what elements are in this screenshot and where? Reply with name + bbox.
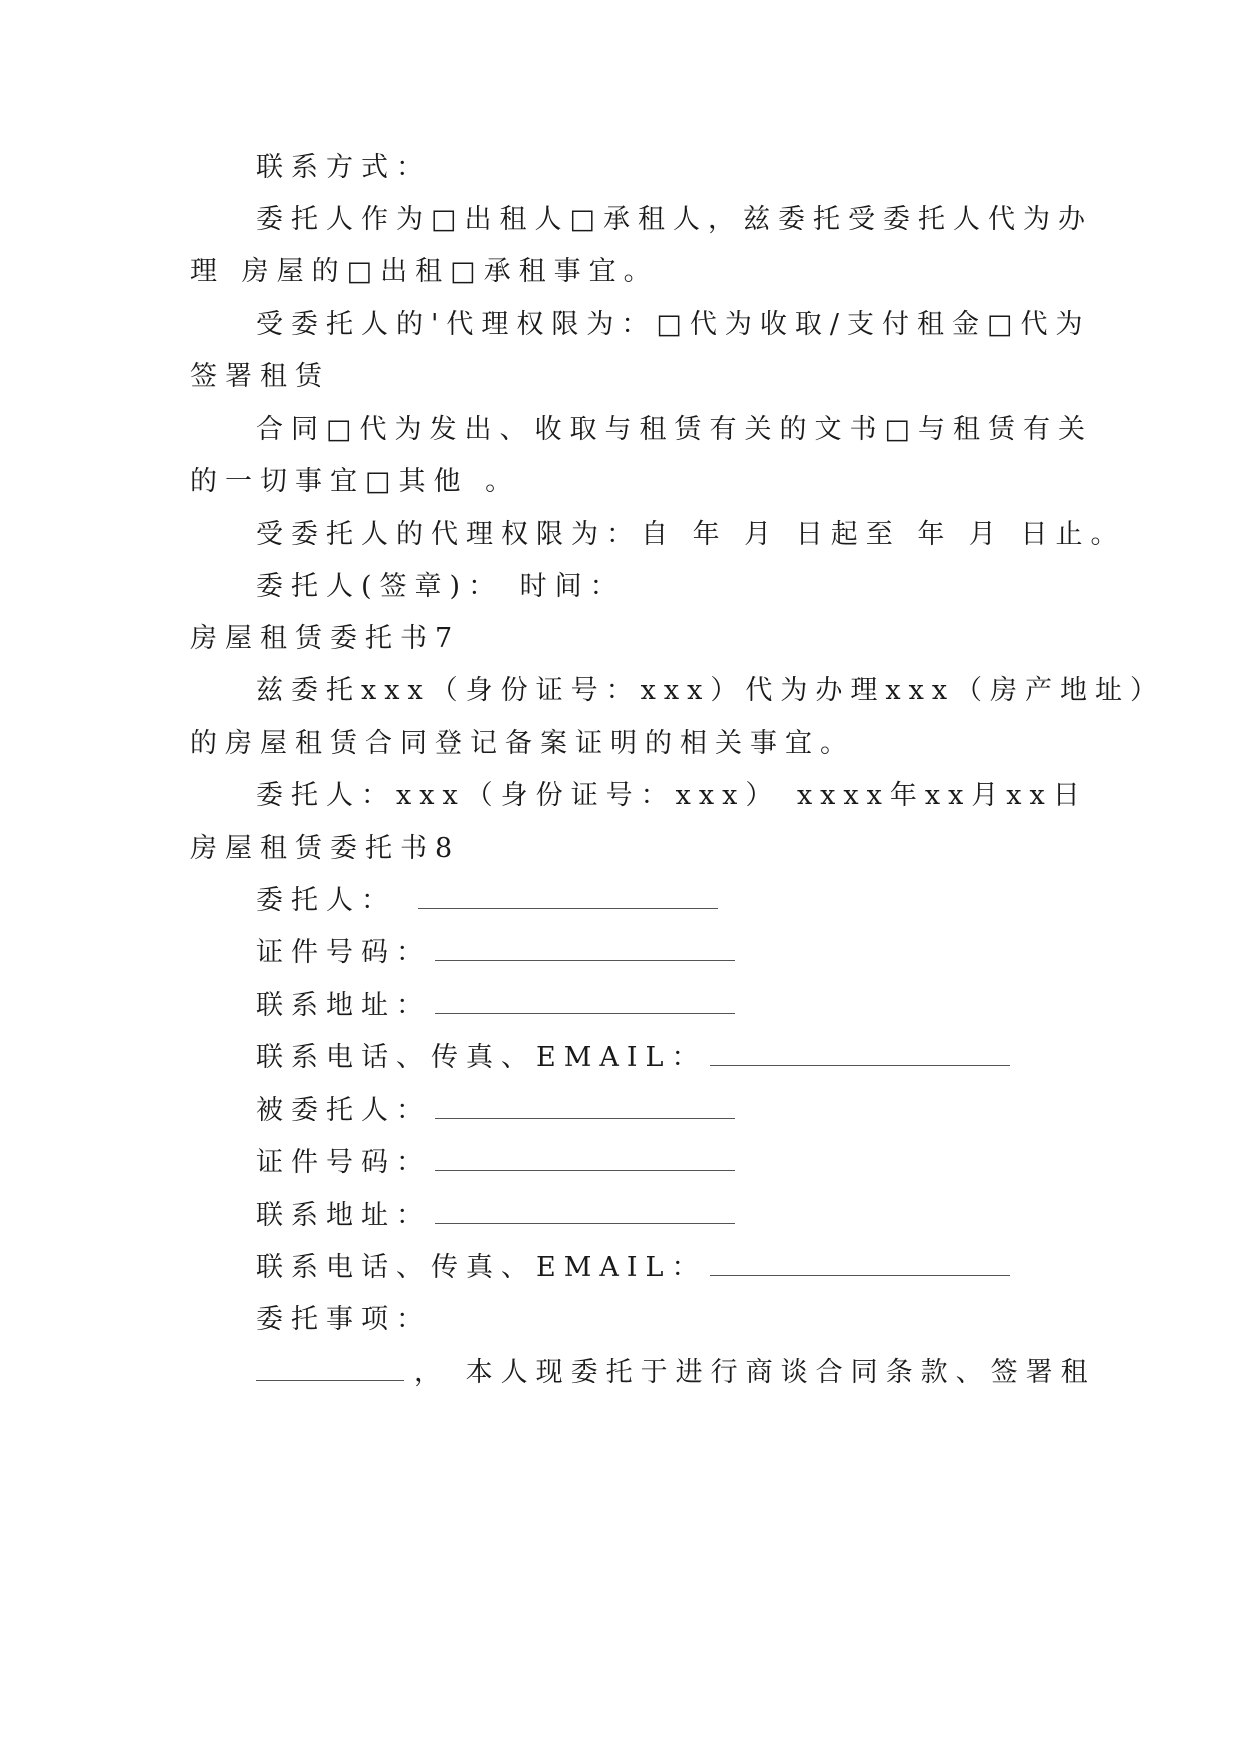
matters-row	[256, 1344, 1096, 1402]
paragraph-line: 受委托人的代理权限为：自 年 月 日起至 年 月 日止。	[256, 519, 1126, 550]
paragraph-line: 委托人作为□出租人□承租人，兹委托受委托人代为办	[256, 204, 1094, 235]
paragraph-line: 兹委托xxx（身份证号：xxx）代为办理xxx（房产地址）	[256, 675, 1166, 706]
paragraph-line: 合同□代为发出、收取与租赁有关的文书□与租赁有关	[256, 414, 1094, 445]
agent-contact-row	[256, 1239, 1010, 1297]
agent-address-blank[interactable]	[435, 1193, 735, 1224]
section-heading: 房屋租赁委托书8	[190, 833, 461, 864]
principal-label: 委托人：	[256, 885, 396, 916]
principal-row	[256, 872, 718, 930]
agent-contact-label: 联系电话、传真、EMAIL：	[256, 1252, 707, 1283]
agent-id-row	[256, 1134, 735, 1192]
principal-id-label: 证件号码：	[256, 937, 431, 968]
paragraph-line: 的一切事宜□其他 。	[190, 466, 521, 497]
principal-contact-blank[interactable]	[710, 1035, 1010, 1066]
paragraph-line: 签署租赁	[190, 361, 330, 392]
matters-blank[interactable]	[256, 1350, 404, 1381]
agent-address-label: 联系地址：	[256, 1200, 431, 1231]
agent-row	[256, 1082, 735, 1140]
principal-address-blank[interactable]	[435, 983, 735, 1014]
principal-address-label: 联系地址：	[256, 990, 431, 1021]
principal-contact-label: 联系电话、传真、EMAIL：	[256, 1042, 707, 1073]
agent-blank[interactable]	[435, 1088, 735, 1119]
paragraph-line: 受委托人的'代理权限为：□代为收取/支付租金□代为	[256, 309, 1091, 340]
paragraph-line: 的房屋租赁合同登记备案证明的相关事宜。	[190, 728, 855, 759]
paragraph-line: 理 房屋的□出租□承租事宜。	[190, 256, 659, 287]
contact-method-line: 联系方式：	[256, 152, 431, 183]
agent-label: 被委托人：	[256, 1095, 431, 1126]
matters-text: ， 本人现委托于进行商谈合同条款、签署租	[414, 1357, 1096, 1388]
agent-address-row	[256, 1187, 735, 1245]
signature-line: 委托人(签章)： 时间：	[256, 571, 625, 602]
signature-line: 委托人：xxx（身份证号：xxx） xxxx年xx月xx日	[256, 780, 1088, 811]
agent-id-blank[interactable]	[435, 1140, 735, 1171]
principal-blank[interactable]	[418, 878, 718, 909]
agent-id-label: 证件号码：	[256, 1147, 431, 1178]
principal-id-blank[interactable]	[435, 930, 735, 961]
agent-contact-blank[interactable]	[710, 1245, 1010, 1276]
matters-heading: 委托事项：	[256, 1304, 431, 1335]
principal-contact-row	[256, 1029, 1010, 1087]
principal-id-row	[256, 924, 735, 982]
section-heading: 房屋租赁委托书7	[190, 623, 461, 654]
principal-address-row	[256, 977, 735, 1035]
